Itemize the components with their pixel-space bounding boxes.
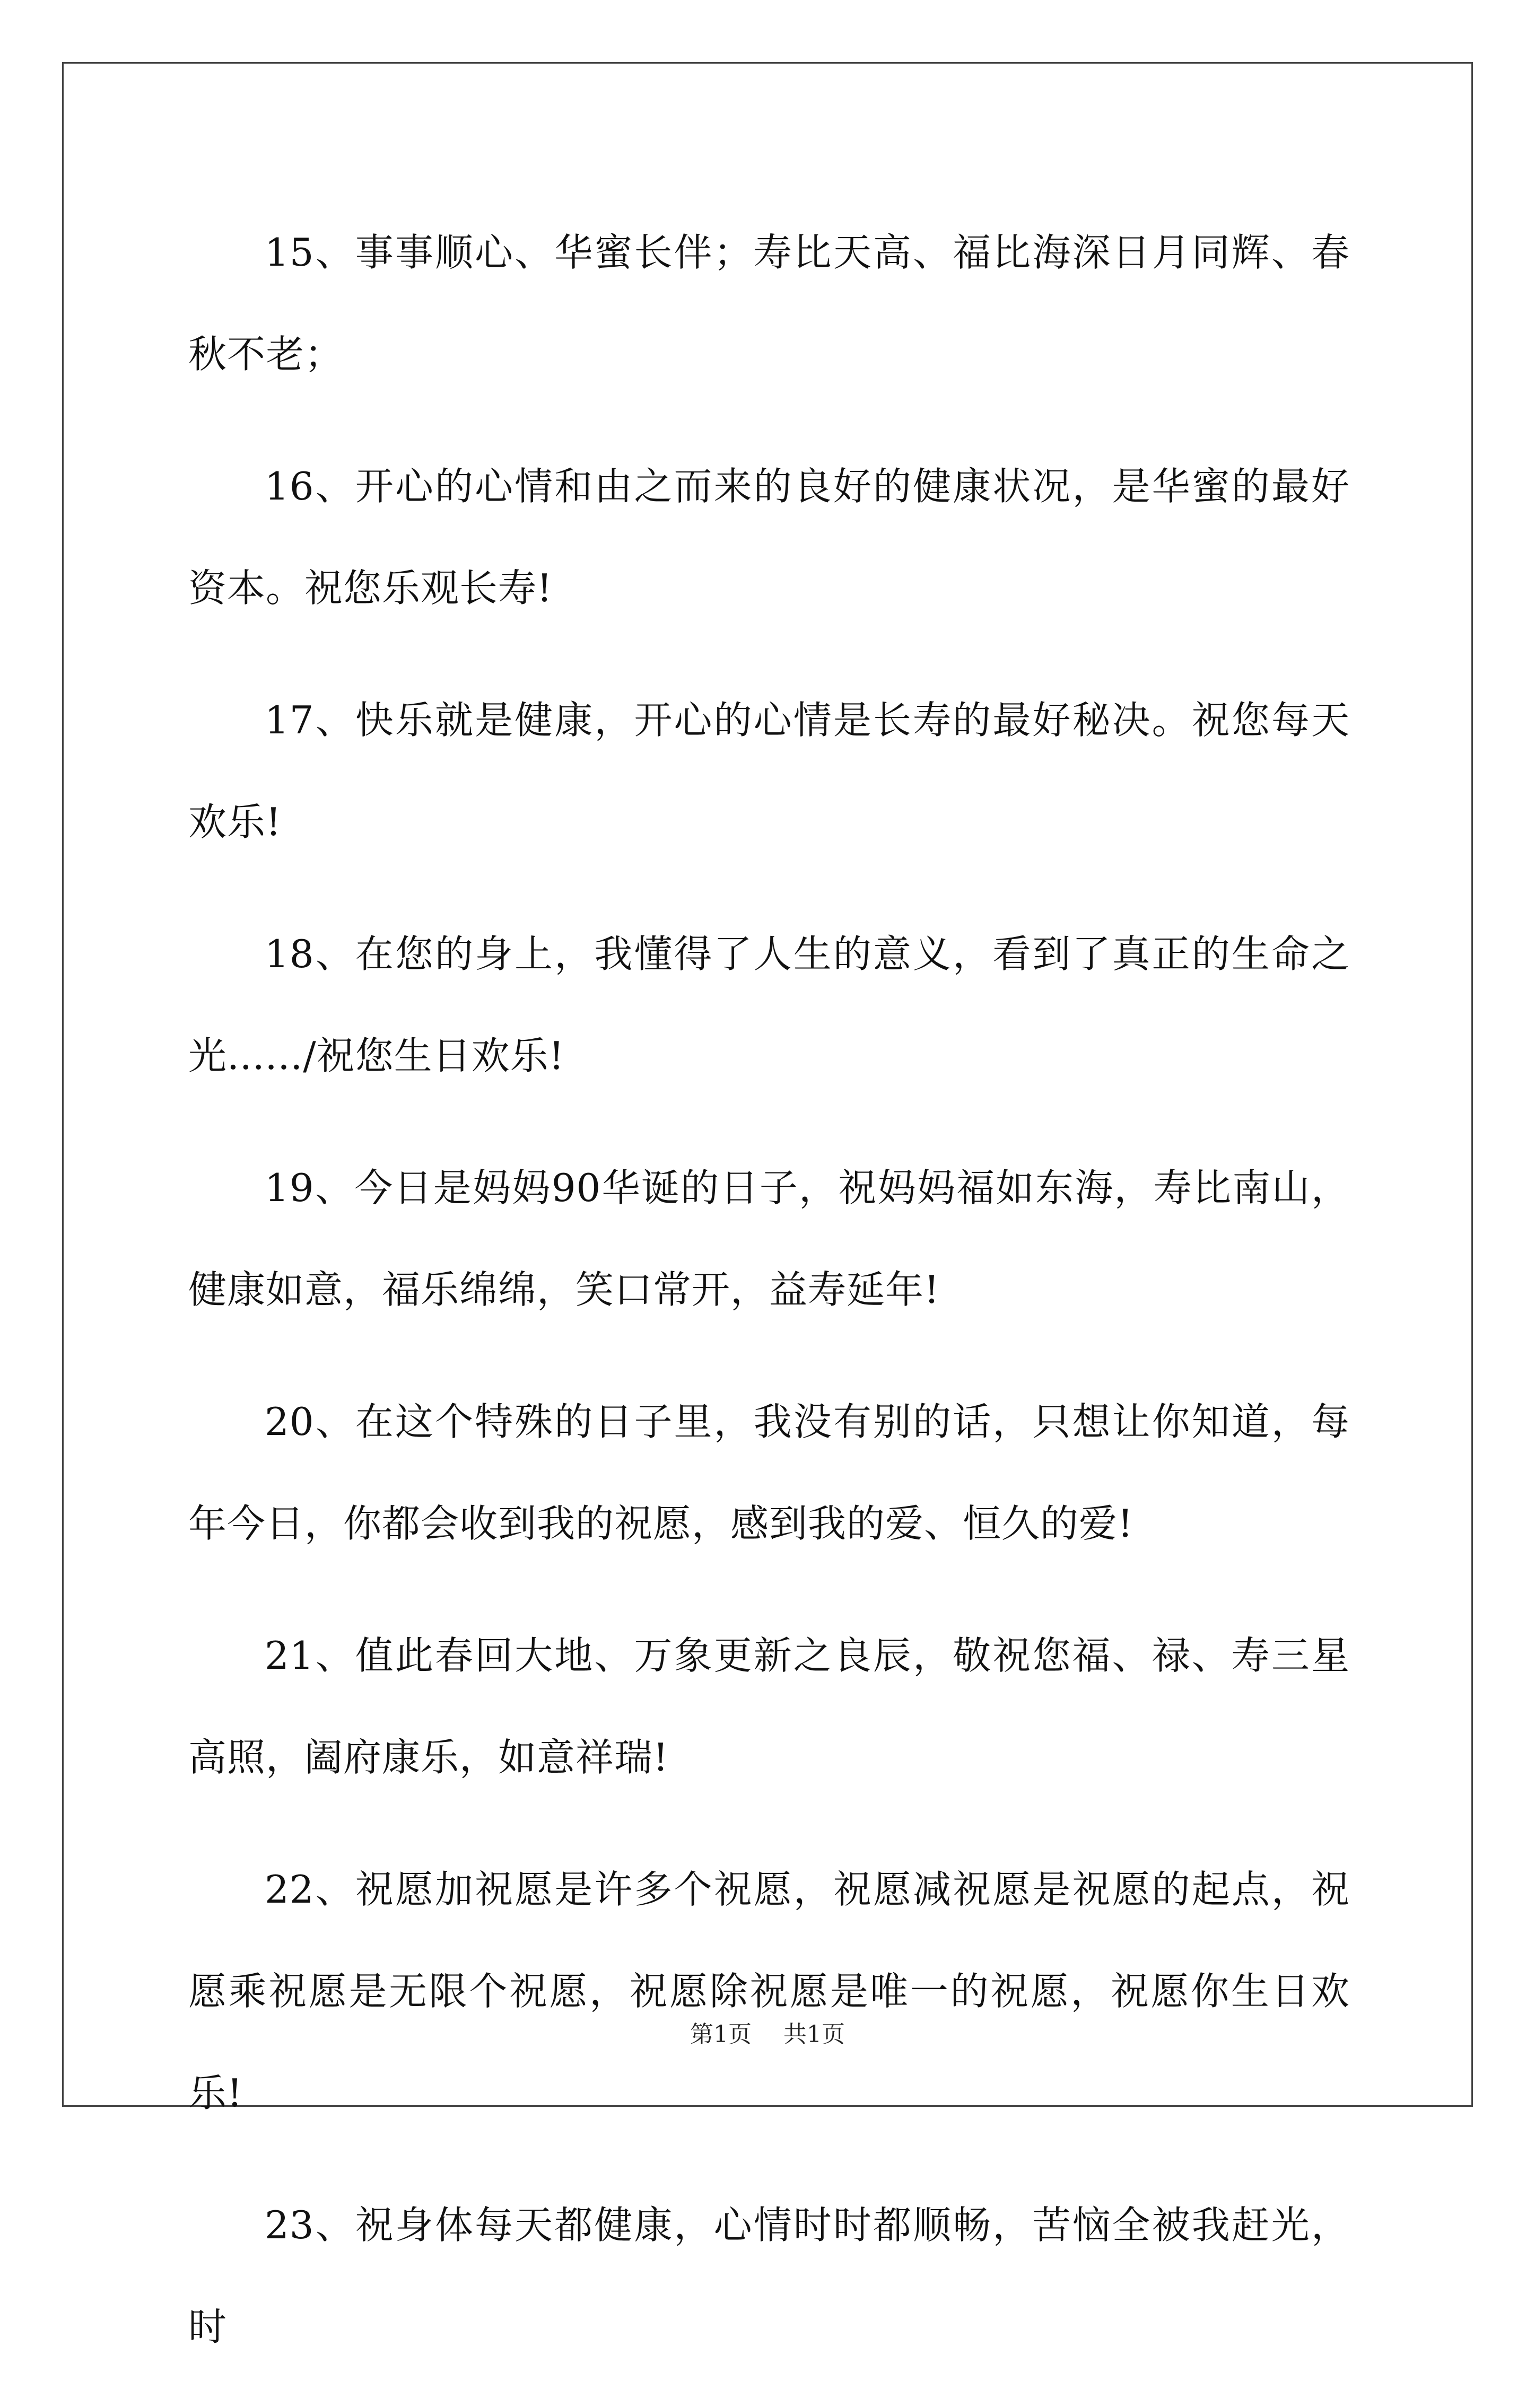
page-footer <box>0 2015 1535 2049</box>
paragraph-22: 22、祝愿加祝愿是许多个祝愿，祝愿减祝愿是祝愿的起点，祝愿乘祝愿是无限个祝愿，祝愿除祝愿是唯一的祝愿，祝愿你生日欢乐! <box>188 1867 1350 2115</box>
paragraph-17: 17、快乐就是健康，开心的心情是长寿的最好秘决。祝您每天欢乐! <box>188 698 1350 844</box>
paragraph-15: 15、事事顺心、华蜜长伴；寿比天高、福比海深日月同辉、春秋不老； <box>188 230 1350 376</box>
page-number: 第1页 <box>690 2021 752 2048</box>
paragraph-16: 16、开心的心情和由之而来的良好的健康状况，是华蜜的最好资本。祝您乐观长寿! <box>188 464 1350 610</box>
paragraph-23: 23、祝身体每天都健康，心情时时都顺畅，苦恼全被我赶光，时 <box>188 2203 1350 2349</box>
document-body <box>188 202 1350 2408</box>
paragraph-18: 18、在您的身上，我懂得了人生的意义，看到了真正的生命之光....../祝您生日欢乐! <box>188 932 1350 1078</box>
page-total: 共1页 <box>783 2021 845 2048</box>
paragraph-21: 21、值此春回大地、万象更新之良辰，敬祝您福、禄、寿三星高照，阖府康乐，如意祥瑞! <box>188 1633 1350 1780</box>
paragraph-19: 19、今日是妈妈90华诞的日子，祝妈妈福如东海，寿比南山，健康如意，福乐绵绵，笑口常开，益寿延年! <box>188 1166 1350 1312</box>
paragraph-20: 20、在这个特殊的日子里，我没有别的话，只想让你知道，每年今日，你都会收到我的祝愿，感到我的爱、恒久的爱! <box>188 1399 1350 1546</box>
